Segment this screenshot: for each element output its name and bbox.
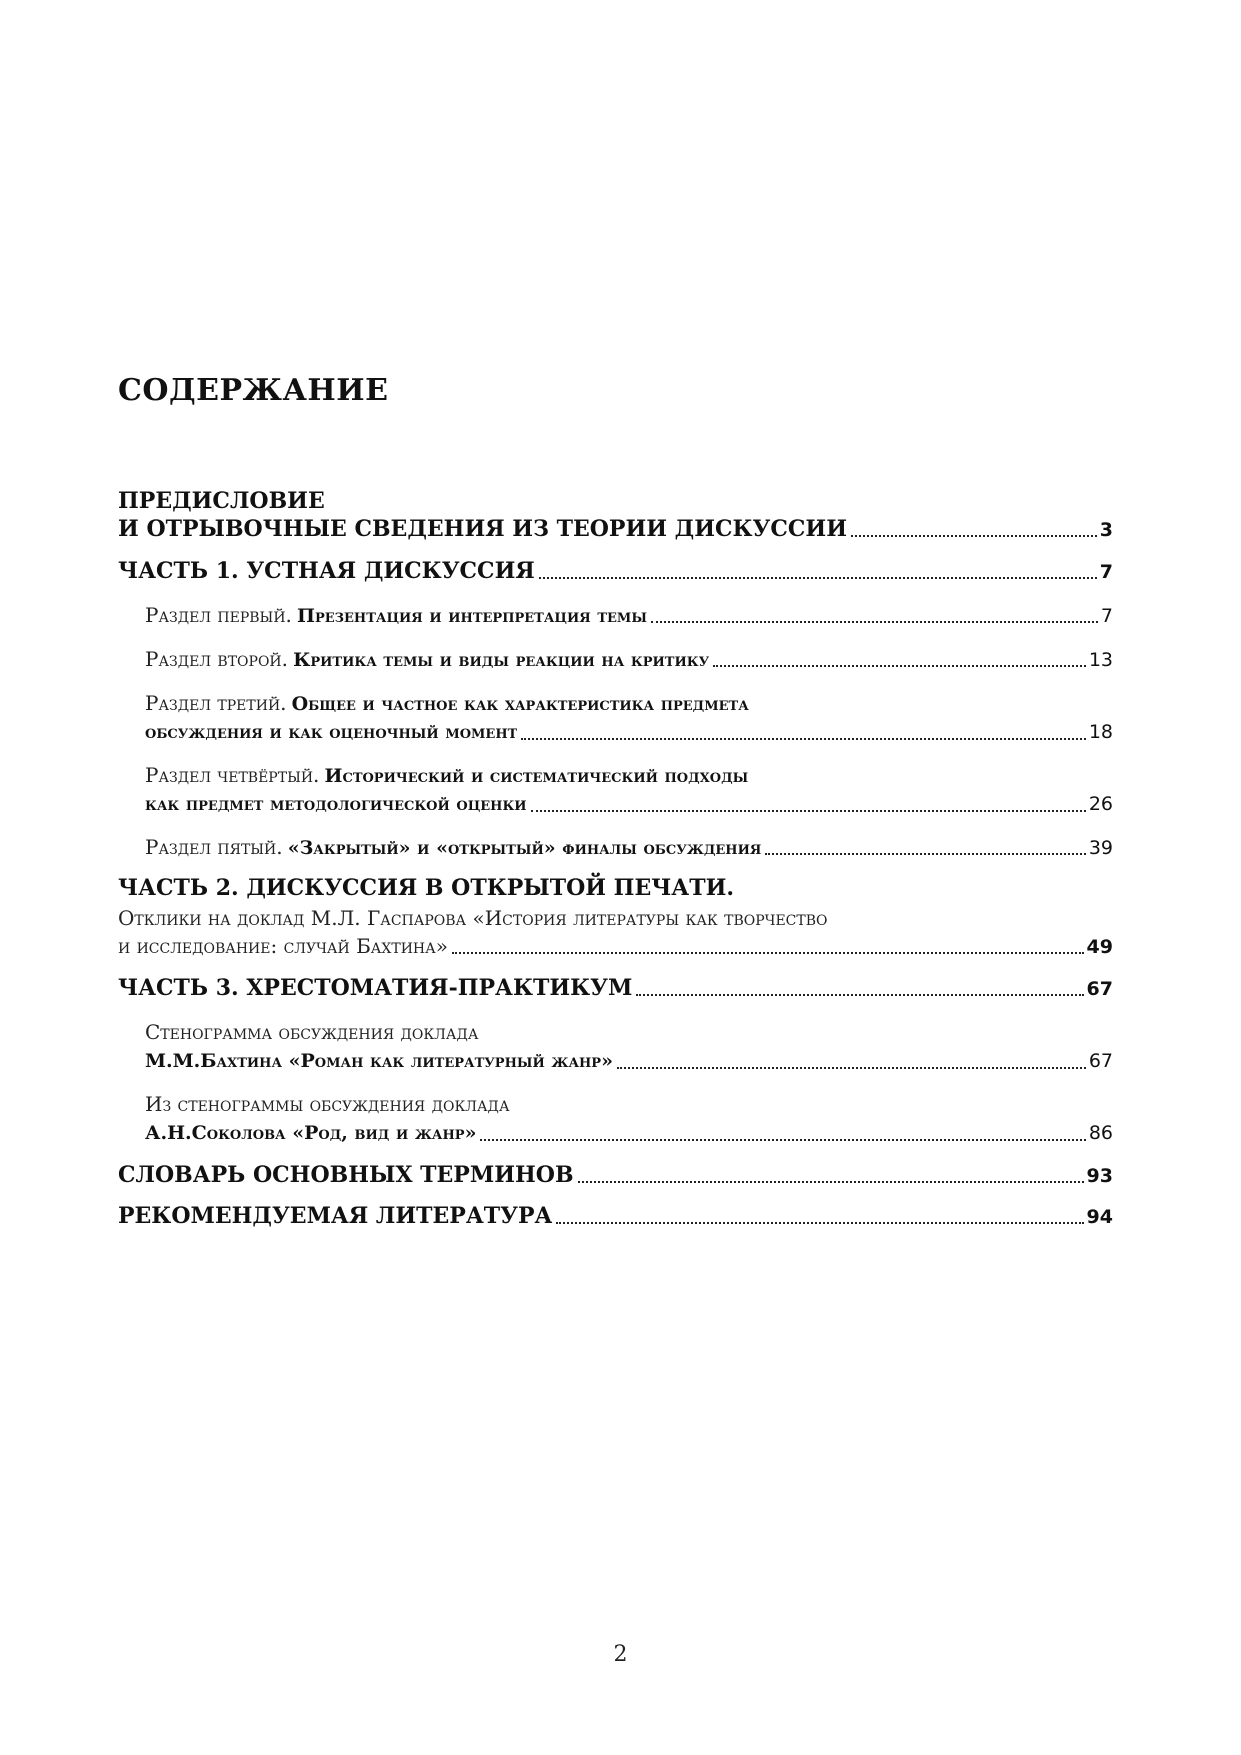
section-title: Исторический и систематический подходы (324, 765, 749, 787)
toc-page-number: 7 (1099, 561, 1113, 583)
toc-literature-title: РЕКОМЕНДУЕМАЯ ЛИТЕРАТУРА (118, 1203, 553, 1229)
toc-entry-part3-item1[interactable] (145, 1046, 1113, 1076)
toc-entry-part3[interactable] (118, 973, 1113, 1003)
leader-dots (851, 535, 1097, 537)
toc-entry-section2[interactable] (145, 644, 1113, 674)
leader-dots (480, 1139, 1085, 1141)
leader-dots (531, 810, 1086, 812)
item-title: М.М.Бахтина «Роман как литературный жанр» (145, 1050, 613, 1072)
toc-part2-title: ЧАСТЬ 2. ДИСКУССИЯ В ОТКРЫТОЙ ПЕЧАТИ. (118, 875, 735, 901)
part2-subtitle-line2: и исследование: случай Бахтина» (118, 934, 448, 958)
leader-dots (617, 1067, 1086, 1069)
section-title: Презентация и интерпретация темы (297, 605, 647, 627)
toc-page-number: 93 (1086, 1165, 1113, 1187)
leader-dots (578, 1181, 1084, 1183)
toc-part3-title: ЧАСТЬ 3. ХРЕСТОМАТИЯ-ПРАКТИКУМ (118, 975, 633, 1001)
toc-page-number: 67 (1086, 978, 1113, 1000)
toc-entry-glossary[interactable] (118, 1160, 1113, 1190)
contents-heading: СОДЕРЖАНИЕ (118, 373, 389, 408)
leader-dots (636, 994, 1083, 996)
item-title: А.Н.Соколова «Род, вид и жанр» (145, 1122, 477, 1144)
toc-entry-preface[interactable] (118, 514, 1113, 544)
toc-section4-line1 (145, 760, 748, 790)
toc-entry-section5[interactable] (145, 832, 1113, 862)
section-title-cont: как предмет методологической оценки (145, 793, 527, 815)
toc-part2-sub1 (118, 903, 828, 933)
toc-page-number: 86 (1088, 1122, 1113, 1144)
section-title: Общее и частное как характеристика предмета (291, 693, 749, 715)
toc-entry-section1[interactable] (145, 600, 1113, 630)
toc-page-number: 67 (1088, 1050, 1113, 1072)
leader-dots (452, 952, 1084, 954)
toc-entry-literature[interactable] (118, 1201, 1113, 1231)
toc-part1-title: ЧАСТЬ 1. УСТНАЯ ДИСКУССИЯ (118, 558, 535, 584)
leader-dots (539, 577, 1097, 579)
toc-page-number: 18 (1088, 721, 1113, 743)
toc-page-number: 13 (1088, 649, 1113, 671)
toc-page-number: 26 (1088, 793, 1113, 815)
toc-preface-line1: ПРЕДИСЛОВИЕ (118, 488, 325, 514)
section-prefix: Раздел четвёртый. (145, 763, 320, 787)
leader-dots (556, 1222, 1083, 1224)
section-title: Критика темы и виды реакции на критику (293, 649, 710, 671)
toc-page-number: 94 (1086, 1206, 1113, 1228)
toc-entry-section4[interactable] (145, 789, 1113, 819)
item-intro: Стенограмма обсуждения доклада (145, 1020, 479, 1044)
item-intro: Из стенограммы обсуждения доклада (145, 1092, 510, 1116)
toc-page-number: 7 (1100, 605, 1113, 627)
section-prefix: Раздел пятый. (145, 835, 283, 859)
section-title-cont: обсуждения и как оценочный момент (145, 721, 518, 743)
toc-page-number: 39 (1088, 837, 1113, 859)
toc-part3-item2-line1 (145, 1089, 510, 1119)
toc-entry-part1[interactable] (118, 556, 1113, 586)
toc-entry-section3[interactable] (145, 717, 1113, 747)
section-title: «Закрытый» и «открытый» финалы обсуждения (287, 837, 762, 859)
toc-page-number: 3 (1099, 519, 1113, 541)
section-prefix: Раздел третий. (145, 691, 287, 715)
page-number: 2 (613, 1642, 628, 1667)
toc-entry-part2[interactable] (118, 931, 1113, 961)
toc-entry-part3-item2[interactable] (145, 1118, 1113, 1148)
toc-preface-line2: И ОТРЫВОЧНЫЕ СВЕДЕНИЯ ИЗ ТЕОРИИ ДИСКУССИИ (118, 516, 847, 542)
leader-dots (521, 738, 1086, 740)
section-prefix: Раздел второй. (145, 647, 288, 671)
section-prefix: Раздел первый. (145, 603, 292, 627)
toc-section3-line1 (145, 688, 749, 718)
toc-part3-item1-line1 (145, 1017, 478, 1047)
leader-dots (765, 853, 1085, 855)
part2-subtitle-line1: Отклики на доклад М.Л. Гаспарова «История литературы как творчество (118, 906, 828, 930)
leader-dots (651, 621, 1098, 623)
leader-dots (713, 665, 1086, 667)
toc-page-number: 49 (1086, 936, 1113, 958)
toc-glossary-title: СЛОВАРЬ ОСНОВНЫХ ТЕРМИНОВ (118, 1162, 574, 1188)
